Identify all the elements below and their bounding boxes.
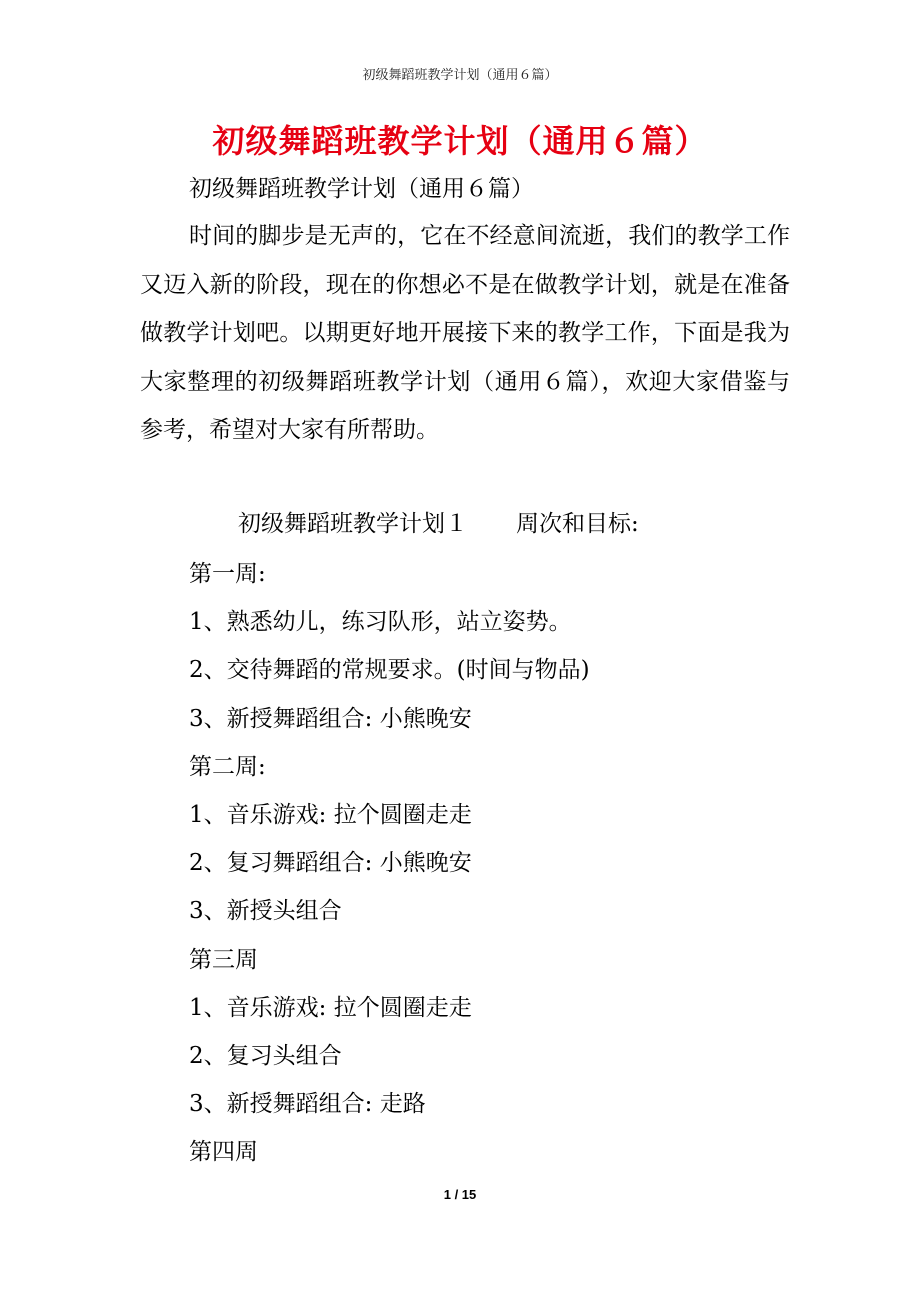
list-item: 第三周 xyxy=(189,946,258,973)
list-item: 1、音乐游戏: 拉个圆圈走走 xyxy=(189,801,472,828)
plan-subheading: 周次和目标: xyxy=(516,511,639,537)
list-item: 2、交待舞蹈的常规要求。(时间与物品) xyxy=(189,657,590,684)
plan-title: 初级舞蹈班教学计划１ xyxy=(238,511,468,537)
list-item: 1、熟悉幼儿，练习队形，站立姿势。 xyxy=(189,609,572,636)
list-item: 2、复习头组合 xyxy=(189,1042,342,1069)
list-item: 第四周 xyxy=(189,1139,258,1166)
page-indicator: 1 / 15 xyxy=(443,1187,477,1202)
list-item: 3、新授头组合 xyxy=(189,898,342,925)
document-subtitle: 初级舞蹈班教学计划（通用６篇） xyxy=(189,176,534,202)
intro-section xyxy=(140,212,790,455)
list-item: 3、新授舞蹈组合: 小熊晚安 xyxy=(189,705,472,732)
plan-heading-row xyxy=(238,505,639,538)
list-item: 2、复习舞蹈组合: 小熊晚安 xyxy=(189,850,472,877)
document-title: 初级舞蹈班教学计划（通用６篇） xyxy=(212,122,708,160)
weekly-plan-list xyxy=(189,550,590,1176)
list-item: 1、音乐游戏: 拉个圆圈走走 xyxy=(189,994,472,1021)
list-item: 第一周: xyxy=(189,561,266,587)
list-item: 第二周: xyxy=(189,753,266,780)
intro-paragraph: 时间的脚步是无声的，它在不经意间流逝，我们的教学工作又迈入新的阶段，现在的你想必不是在做教学计划，就是在准备做教学计划吧。以期更好地开展接下来的教学工作，下面是我为大家整理的初级舞蹈班教学计划（通用６篇），欢迎大家借鉴与参考，希望对大家有所帮助。 xyxy=(140,223,790,443)
running-header: 初级舞蹈班教学计划（通用６篇） xyxy=(362,68,558,83)
list-item: 3、新授舞蹈组合: 走路 xyxy=(189,1091,426,1118)
